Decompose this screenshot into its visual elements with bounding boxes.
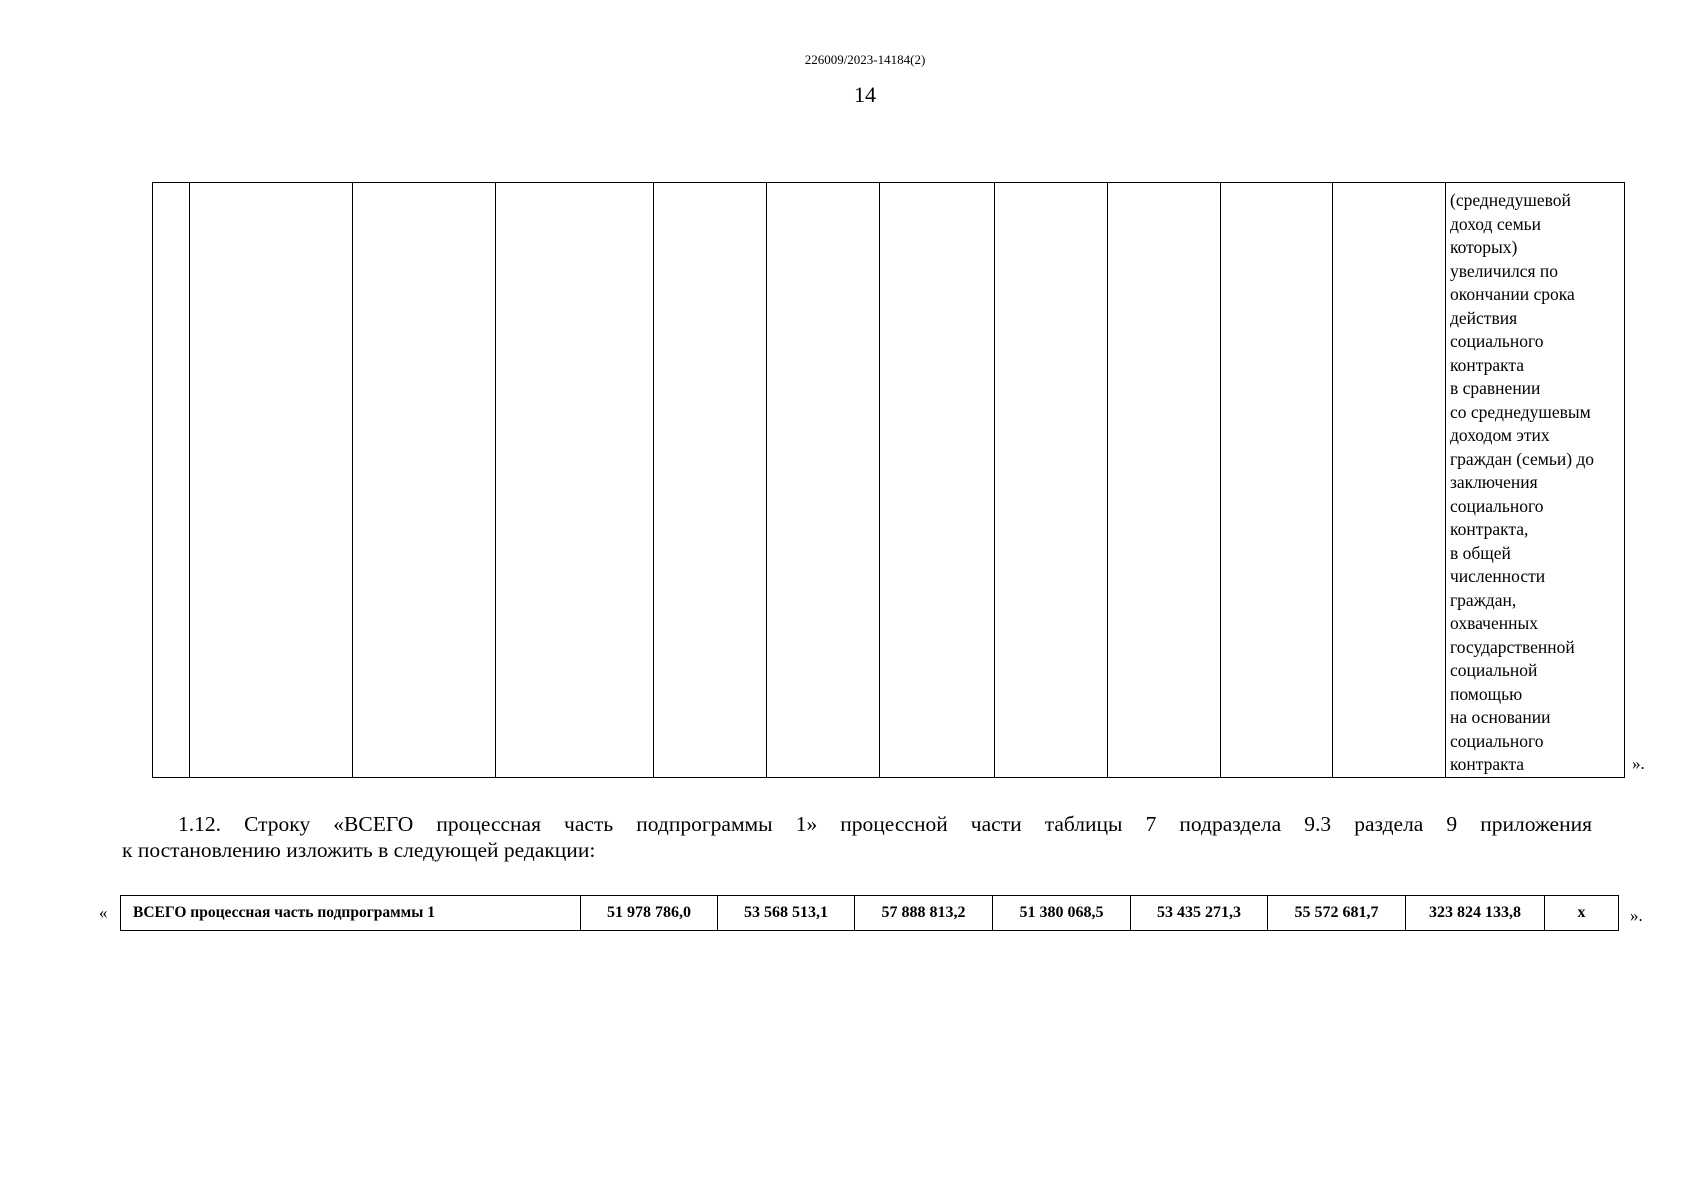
indicator-text-line: контракта xyxy=(1450,354,1525,375)
total-value-cell: 55 572 681,7 xyxy=(1268,896,1406,931)
table-cell xyxy=(1108,183,1221,778)
indicator-text-line: окончании срока xyxy=(1450,284,1575,304)
indicator-text-line: граждан, xyxy=(1450,589,1517,610)
indicator-text-line: граждан (семьи) до xyxy=(1450,448,1595,469)
table-cell xyxy=(1333,183,1446,778)
indicator-text-line: социального xyxy=(1450,331,1544,351)
paragraph-line: 1.12. Строку «ВСЕГО процессная часть подпрограммы 1» процессной части таблицы 7 подраздела 9.3 раздела 9 приложения xyxy=(178,812,1592,836)
indicator-text-line: доходом этих xyxy=(1450,425,1550,445)
indicator-description-cell xyxy=(1446,183,1625,778)
table-cell xyxy=(1221,183,1333,778)
total-value-cell: 53 435 271,3 xyxy=(1131,896,1268,931)
indicator-text-line: социального xyxy=(1450,495,1544,516)
total-value-cell: 51 380 068,5 xyxy=(993,896,1131,931)
table-cell xyxy=(153,183,190,778)
indicator-text-line: со среднедушевым xyxy=(1450,401,1591,422)
amendment-paragraph xyxy=(122,811,1592,863)
indicator-text-line: социального xyxy=(1450,730,1544,751)
closing-quote: ». xyxy=(1632,754,1645,773)
indicator-text-line: в общей xyxy=(1450,542,1511,563)
indicator-table-continuation xyxy=(152,182,1625,778)
table-row xyxy=(153,183,1625,778)
table-cell xyxy=(496,183,654,778)
table-cell xyxy=(353,183,496,778)
total-value-cell: 57 888 813,2 xyxy=(855,896,993,931)
indicator-text-line: контракта xyxy=(1450,754,1525,774)
indicator-text-line: на основании xyxy=(1450,707,1551,727)
total-value-cell: 53 568 513,1 xyxy=(718,896,855,931)
indicator-text-line: (среднедушевой xyxy=(1450,190,1571,210)
indicator-text-line: численности xyxy=(1450,566,1546,586)
page-number: 14 xyxy=(854,82,876,107)
indicator-text-line: доход семьи xyxy=(1450,213,1541,234)
total-row-table xyxy=(120,895,1619,931)
closing-quote: ». xyxy=(1630,906,1643,925)
indicator-text-line: заключения xyxy=(1450,472,1538,492)
indicator-text-line: государственной xyxy=(1450,636,1575,657)
table-cell xyxy=(767,183,880,778)
table-row xyxy=(121,896,1619,931)
table-cell xyxy=(880,183,995,778)
table-cell xyxy=(654,183,767,778)
indicator-text-line: контракта, xyxy=(1450,519,1529,539)
table-cell xyxy=(190,183,353,778)
indicator-text-line: действия xyxy=(1450,307,1518,328)
document-number: 226009/2023-14184(2) xyxy=(804,52,926,67)
opening-quote: « xyxy=(99,903,108,922)
table-cell xyxy=(995,183,1108,778)
total-value-cell: x xyxy=(1545,896,1619,931)
indicator-text-line: в сравнении xyxy=(1450,378,1541,398)
paragraph-line: к постановлению изложить в следующей редакции: xyxy=(122,838,596,862)
indicator-text-line: которых) xyxy=(1450,237,1518,257)
total-value-cell: 323 824 133,8 xyxy=(1406,896,1545,931)
indicator-text-line: охваченных xyxy=(1450,613,1538,633)
indicator-text-line: увеличился по xyxy=(1450,260,1558,281)
indicator-text-line: помощью xyxy=(1450,683,1523,704)
indicator-text-line: социальной xyxy=(1450,660,1538,680)
total-row-label: ВСЕГО процессная часть подпрограммы 1 xyxy=(121,896,581,931)
total-value-cell: 51 978 786,0 xyxy=(581,896,718,931)
